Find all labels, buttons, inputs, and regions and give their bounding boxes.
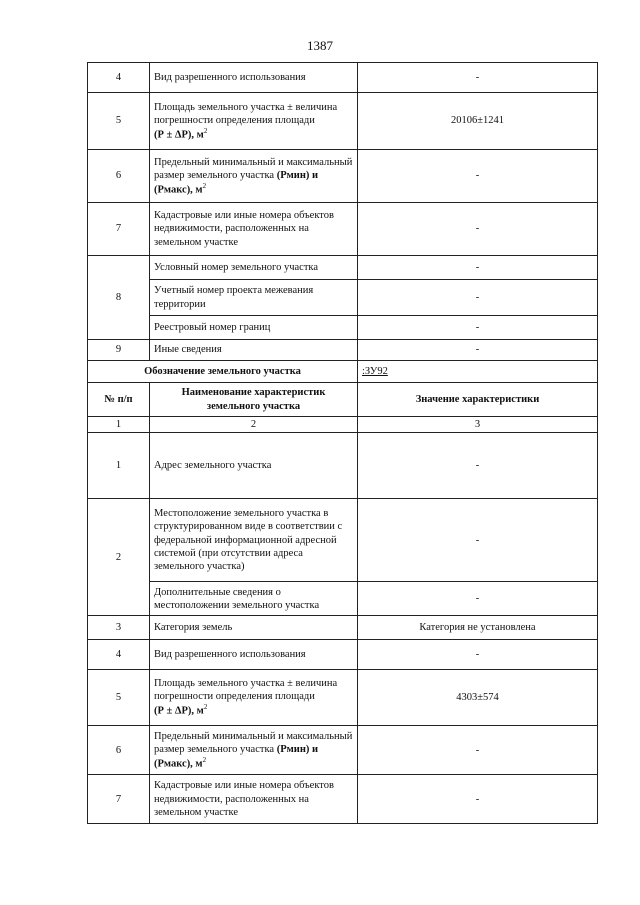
table-row bbox=[88, 640, 598, 670]
characteristic-value: - bbox=[358, 640, 598, 670]
column-number: 1 bbox=[88, 417, 150, 433]
row-number: 4 bbox=[88, 63, 150, 93]
size-formula: (Рмин) и (Рмакс), м bbox=[154, 743, 319, 770]
area-formula: (Р ± ΔР), м bbox=[154, 129, 204, 141]
characteristic-name: Вид разрешенного использования bbox=[150, 63, 358, 93]
characteristic-name: Иные сведения bbox=[150, 340, 358, 361]
header-name: Наименование характеристик земельного участка bbox=[150, 383, 358, 417]
table-row bbox=[88, 93, 598, 150]
table-row bbox=[88, 582, 598, 616]
row-number: 9 bbox=[88, 340, 150, 361]
characteristic-name: Реестровый номер границ bbox=[150, 316, 358, 340]
characteristic-name: Категория земель bbox=[150, 616, 358, 640]
size-label: Предельный минимальный и максимальный размер земельного участка bbox=[154, 730, 353, 755]
row-number: 6 bbox=[88, 726, 150, 775]
superscript: 2 bbox=[203, 126, 208, 135]
superscript: 2 bbox=[203, 703, 208, 712]
row-number: 7 bbox=[88, 203, 150, 256]
designation-value bbox=[358, 361, 598, 383]
table-row bbox=[88, 433, 598, 499]
row-number: 4 bbox=[88, 640, 150, 670]
characteristic-value: - bbox=[358, 316, 598, 340]
table-row bbox=[88, 63, 598, 93]
table-row bbox=[88, 316, 598, 340]
row-number: 3 bbox=[88, 616, 150, 640]
row-number: 1 bbox=[88, 433, 150, 499]
characteristic-value: - bbox=[358, 775, 598, 824]
table-row bbox=[88, 726, 598, 775]
characteristic-name: Кадастровые или иные номера объектов недвижимости, расположенных на земельном участке bbox=[150, 203, 358, 256]
area-formula: (Р ± ΔР), м bbox=[154, 705, 204, 717]
characteristic-name: Условный номер земельного участка bbox=[150, 256, 358, 280]
land-plot-table bbox=[87, 62, 598, 824]
table-row bbox=[88, 670, 598, 726]
characteristic-value: - bbox=[358, 63, 598, 93]
size-label: Предельный минимальный и максимальный размер земельного участка bbox=[154, 156, 353, 181]
characteristic-name bbox=[150, 93, 358, 150]
characteristic-value: - bbox=[358, 203, 598, 256]
characteristic-value: - bbox=[358, 280, 598, 316]
characteristic-value: - bbox=[358, 582, 598, 616]
characteristic-name: Кадастровые или иные номера объектов недвижимости, расположенных на земельном участке bbox=[150, 775, 358, 824]
plot-code: :ЗУ92 bbox=[362, 365, 388, 377]
page-number: 1387 bbox=[307, 38, 333, 53]
table-row bbox=[88, 616, 598, 640]
designation-label: Обозначение земельного участка bbox=[88, 361, 358, 383]
superscript: 2 bbox=[202, 181, 207, 190]
header-number: № п/п bbox=[88, 383, 150, 417]
characteristic-name: Адрес земельного участка bbox=[150, 433, 358, 499]
row-number: 2 bbox=[88, 499, 150, 616]
row-number: 5 bbox=[88, 670, 150, 726]
designation-row bbox=[88, 361, 598, 383]
table-row bbox=[88, 256, 598, 280]
characteristic-name: Учетный номер проекта межевания территории bbox=[150, 280, 358, 316]
characteristic-value: - bbox=[358, 726, 598, 775]
table-row bbox=[88, 340, 598, 361]
size-formula: (Рмин) и (Рмакс), м bbox=[154, 169, 319, 196]
characteristic-value: 20106±1241 bbox=[358, 93, 598, 150]
row-number: 8 bbox=[88, 256, 150, 340]
characteristic-value: - bbox=[358, 340, 598, 361]
row-number: 7 bbox=[88, 775, 150, 824]
characteristic-name: Вид разрешенного использования bbox=[150, 640, 358, 670]
characteristic-value: - bbox=[358, 433, 598, 499]
characteristic-name bbox=[150, 726, 358, 775]
characteristic-name bbox=[150, 670, 358, 726]
characteristic-value: - bbox=[358, 499, 598, 582]
table-row bbox=[88, 499, 598, 582]
characteristic-value: Категория не установлена bbox=[358, 616, 598, 640]
table-row bbox=[88, 280, 598, 316]
column-number-row bbox=[88, 417, 598, 433]
column-number: 2 bbox=[150, 417, 358, 433]
table-row bbox=[88, 150, 598, 203]
characteristic-name: Местоположение земельного участка в структурированном виде в соответствии с федеральной информационной адресной системой (при отсутствии адреса земельного участка) bbox=[150, 499, 358, 582]
characteristic-name bbox=[150, 150, 358, 203]
header-row bbox=[88, 383, 598, 417]
area-label: Площадь земельного участка ± величина погрешности определения площади bbox=[154, 101, 338, 126]
superscript: 2 bbox=[202, 755, 207, 764]
row-number: 6 bbox=[88, 150, 150, 203]
column-number: 3 bbox=[358, 417, 598, 433]
characteristic-value: 4303±574 bbox=[358, 670, 598, 726]
characteristic-name: Дополнительные сведения о местоположении земельного участка bbox=[150, 582, 358, 616]
row-number: 5 bbox=[88, 93, 150, 150]
characteristic-value: - bbox=[358, 150, 598, 203]
table-row bbox=[88, 775, 598, 824]
area-label: Площадь земельного участка ± величина погрешности определения площади bbox=[154, 678, 338, 703]
header-value: Значение характеристики bbox=[358, 383, 598, 417]
table-row bbox=[88, 203, 598, 256]
characteristic-value: - bbox=[358, 256, 598, 280]
